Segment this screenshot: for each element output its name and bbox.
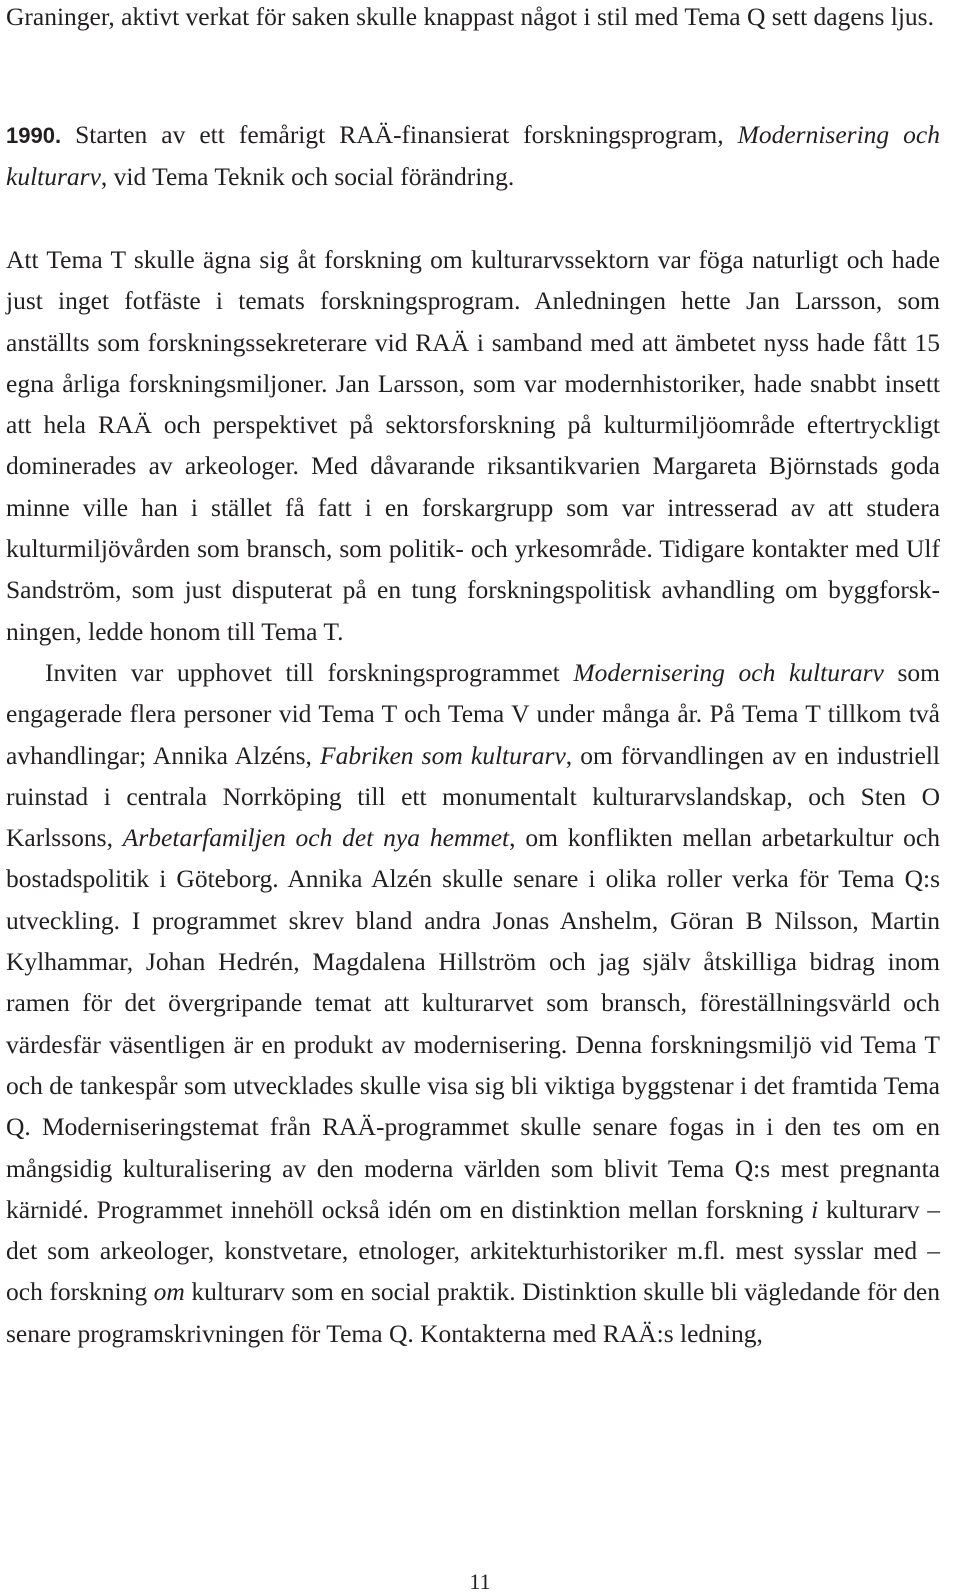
invite-text-6: kulturarv som en social praktik. Distinktion skulle bli vägledande för den senare programskrivningen för Tema Q. Kontakterna med RAÄ:s ledning, <box>6 1277 940 1348</box>
paragraph-intro-text: Graninger, aktivt verkat för saken skulle knappast något i stil med Tema Q sett dagens ljus. <box>6 2 934 31</box>
invite-text-1: Inviten var upphovet till forskningsprogrammet <box>45 657 574 687</box>
invite-italic-1: Modernisering och kulturarv <box>573 657 884 687</box>
entry-text-before: Starten av ett femårigt RAÄ-finansierat forskningsprogram, <box>61 120 738 149</box>
page-number: 11 <box>469 1569 491 1594</box>
entry-program-title: Modernisering och kulturarv <box>6 120 940 192</box>
body-text <box>6 239 940 1354</box>
entry-1990 <box>6 114 940 198</box>
invite-text-4: , om konflikten mellan arbetarkultur och bostadspolitik i Göteborg. Annika Alzén skulle senare i olika roller verka för Tema Q:s utveckling. I programmet skrev bland andra Jonas Anshelm, Göran B Nilsson, Martin Kylhammar, Johan Hedrén, Magdalena Hillström och jag själv åtskilliga bidrag inom ramen för det övergripande temat att kulturarvet som bransch, föreställningsvärld och värdesfär väsentligen är en produkt av modernisering. Denna forskningsmiljö vid Tema T och de tankespår som utvecklades skulle visa sig bli viktiga byggstenar i det framtida Tema Q. Moderniseringstemat från RAÄ-programmet skulle senare fogas in i den tes om en mångsidig kulturalisering av den moderna världen som blivit Tema Q:s mest pregnanta kärnidé. Programmet innehöll också idén om en distinktion mellan forskning <box>6 823 940 1224</box>
invite-text-5: kulturarv – det som arkeologer, konstvetare, etnologer, arkitekturhistoriker m.fl. mest sysslar med – och forskning <box>6 1194 940 1307</box>
entry-text-after: , vid Tema Teknik och social förändring. <box>100 162 515 192</box>
invite-text-3: , om förvandlingen av en industriell ruinstad i centrala Norrköping till ett monumentalt kulturarvslandskap, och Sten O Karlssons, <box>6 740 940 853</box>
entry-1990-text <box>6 114 940 198</box>
invite-italic-4: i <box>811 1194 819 1224</box>
invite-italic-3: Arbetarfamiljen och det nya hemmet <box>122 823 510 853</box>
paragraph-intro <box>6 0 940 37</box>
entry-year: 1990. <box>6 123 62 148</box>
paragraph-invite <box>6 652 940 1354</box>
invite-text-2: som engagerade flera personer vid Tema T och Tema V under många år. På Tema T tillkom två avhandlingar; Annika Alzéns, <box>6 657 940 770</box>
invite-italic-5: om <box>153 1277 185 1307</box>
paragraph-main: Att Tema T skulle ägna sig åt forskning om kulturarvssektorn var föga naturligt och hade just inget fotfäste i temats forskningsprogram. Anledningen hette Jan Larsson, som anställts som forskningssekreterare vid RAÄ i samband med att ämbetet nyss hade fått 15 egna årliga forskningsmiljoner. Jan Larsson, som var modernhistoriker, hade snabbt insett att hela RAÄ och perspektivet på sektorsforskning på kulturmiljöområde eftertryckligt dominerades av arkeologer. Med dåvarande riksantikvarien Margareta Björnstads goda minne ville han i stället få fatt i en forskargrupp som var intresserad av att studera kulturmiljövården som bransch, som politik- och yrkesområde. Tidigare kontakter med Ulf Sandström, som just disputerat på en tung forskningspolitisk avhandling om byggforskningen, ledde honom till Tema T. <box>6 245 940 646</box>
invite-italic-2: Fabriken som kulturarv <box>320 740 566 770</box>
